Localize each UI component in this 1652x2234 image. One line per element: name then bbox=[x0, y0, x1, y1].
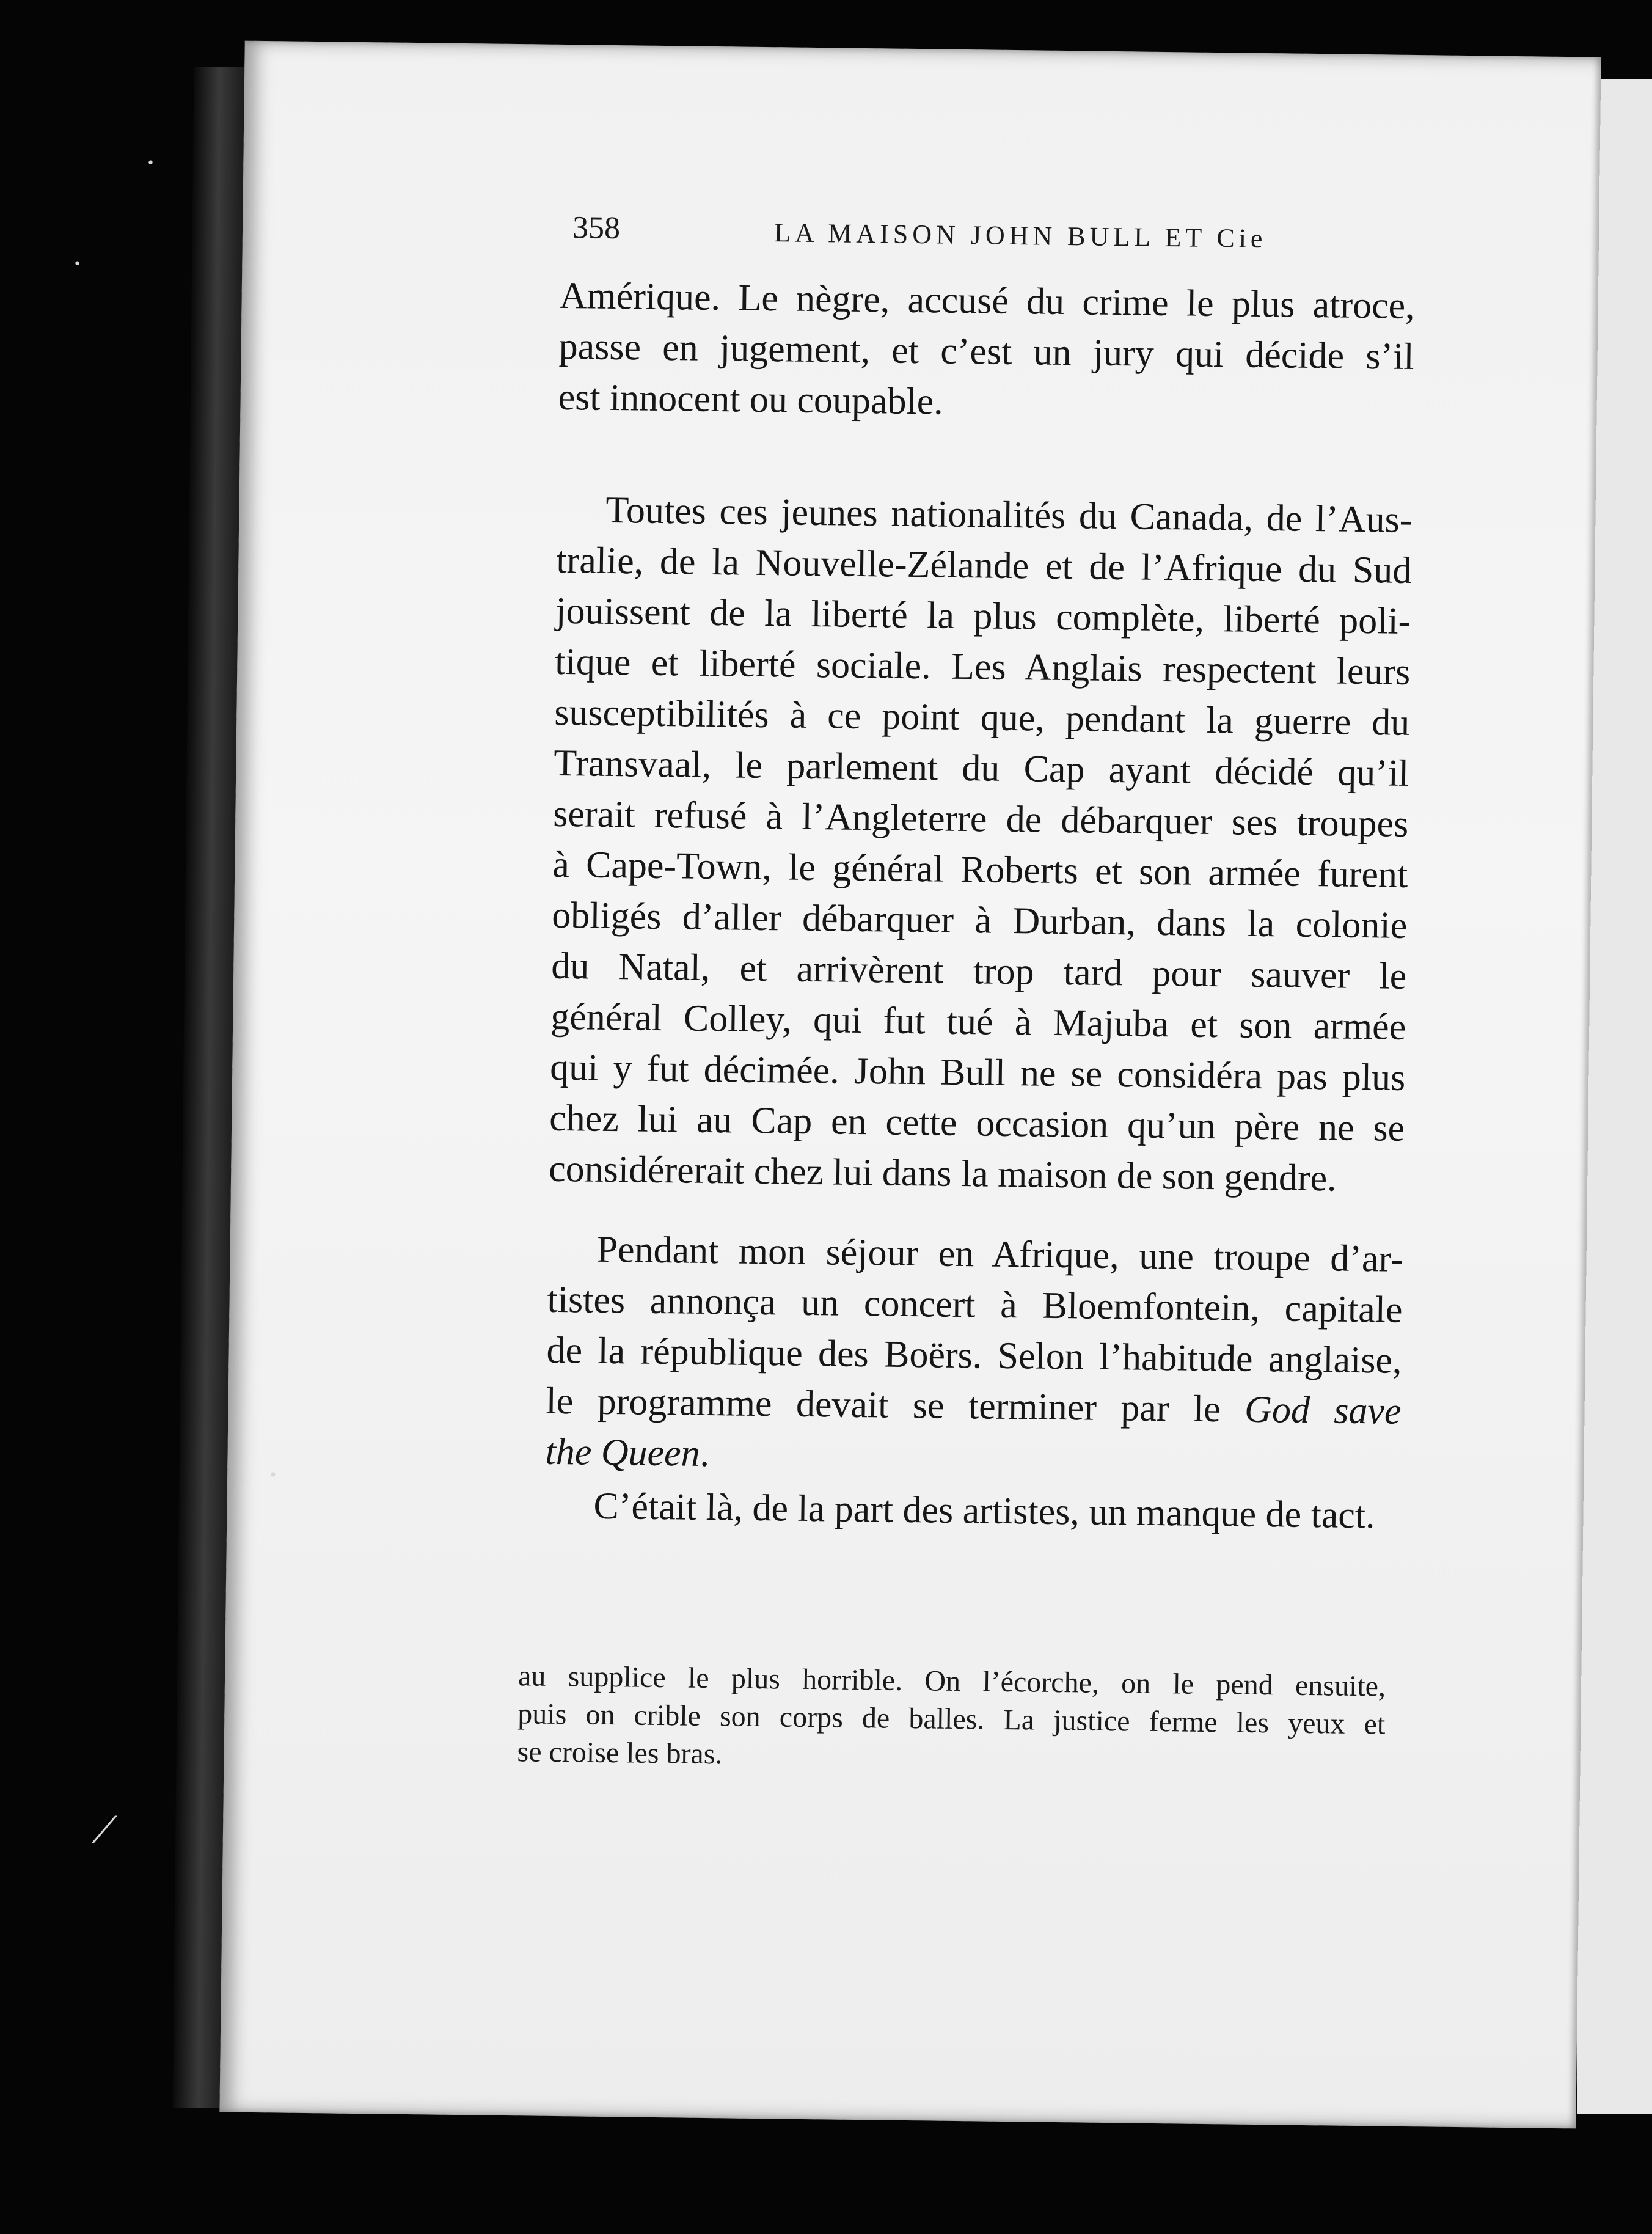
text-line: serait refusé à l’Angleterre de débarquer ses troupes bbox=[552, 793, 1409, 845]
text-line: est innocent ou coupable. bbox=[558, 376, 944, 423]
book-page bbox=[219, 41, 1601, 2129]
text-line: général Colley, qui fut tué à Majuba et son armée bbox=[550, 995, 1406, 1048]
text-line: Transvaal, le parlement du Cap ayant décidé qu’il bbox=[553, 742, 1409, 794]
text-line: Toutes ces jeunes nationalités du Canada, de l’Aus- bbox=[605, 489, 1413, 541]
paragraph-4 bbox=[544, 1481, 1400, 1542]
text-line: Amérique. Le nègre, accusé du crime le plus atroce, bbox=[559, 274, 1416, 327]
text-line: Pendant mon séjour en Afrique, une troupe d’ar- bbox=[596, 1228, 1403, 1280]
text-line: C’était là, de la part des artistes, un manque de tact. bbox=[593, 1485, 1376, 1537]
scan-speck: • bbox=[147, 156, 155, 171]
text-segment: le programme devait se terminer par le bbox=[546, 1380, 1221, 1430]
footnote-line: puis on crible son corps de balles. La justice ferme les yeux et bbox=[517, 1697, 1386, 1741]
text-line: tralie, de la Nouvelle-Zélande et de l’Afrique du Sud bbox=[556, 539, 1412, 591]
scan-speck: • bbox=[269, 1467, 278, 1484]
footnote-line: au supplice le plus horrible. On l’écorche, on le pend ensuite, bbox=[517, 1660, 1386, 1703]
footnote bbox=[517, 1657, 1386, 1781]
text-line: considérerait chez lui dans la maison de son gendre. bbox=[548, 1148, 1337, 1199]
paragraph-1 bbox=[558, 271, 1415, 433]
text-line: à Cape-Town, le général Roberts et son armée furent bbox=[552, 843, 1408, 896]
text-line: qui y fut décimée. John Bull ne se considéra pas plus bbox=[549, 1046, 1406, 1099]
text-segment: . bbox=[700, 1432, 710, 1475]
text-line: jouissent de la liberté la plus complète, liberté poli- bbox=[555, 590, 1411, 642]
text-line: chez lui au Cap en cette occasion qu’un père ne se bbox=[549, 1097, 1405, 1149]
page-number: 358 bbox=[572, 210, 621, 246]
text-line: du Natal, et arrivèrent trop tard pour sauver le bbox=[550, 945, 1407, 997]
scan-speck: ⟋ bbox=[92, 1809, 117, 1851]
italic-title: the Queen bbox=[545, 1430, 701, 1474]
text-line: de la république des Boërs. Selon l’habitude anglaise, bbox=[546, 1329, 1402, 1382]
running-title: LA MAISON JOHN BULL ET Cie bbox=[773, 218, 1267, 254]
text-line: tique et liberté sociale. Les Anglais respectent leurs bbox=[554, 640, 1411, 693]
paragraph-2 bbox=[549, 485, 1413, 1205]
text-line bbox=[545, 1427, 1401, 1488]
text-line: tistes annonça un concert à Bloemfontein, capitale bbox=[547, 1278, 1403, 1331]
paragraph-3 bbox=[545, 1224, 1403, 1488]
text-line: obligés d’aller débarquer à Durban, dans la colonie bbox=[551, 894, 1408, 947]
scan-speck: • bbox=[73, 257, 81, 272]
text-line: passe en jugement, et c’est un jury qui décide s’il bbox=[558, 325, 1415, 378]
page-header bbox=[572, 210, 1306, 268]
italic-title: God save bbox=[1244, 1388, 1402, 1432]
text-line: susceptibilités à ce point que, pendant la guerre du bbox=[554, 691, 1410, 744]
footnote-line: se croise les bras. bbox=[517, 1735, 723, 1771]
